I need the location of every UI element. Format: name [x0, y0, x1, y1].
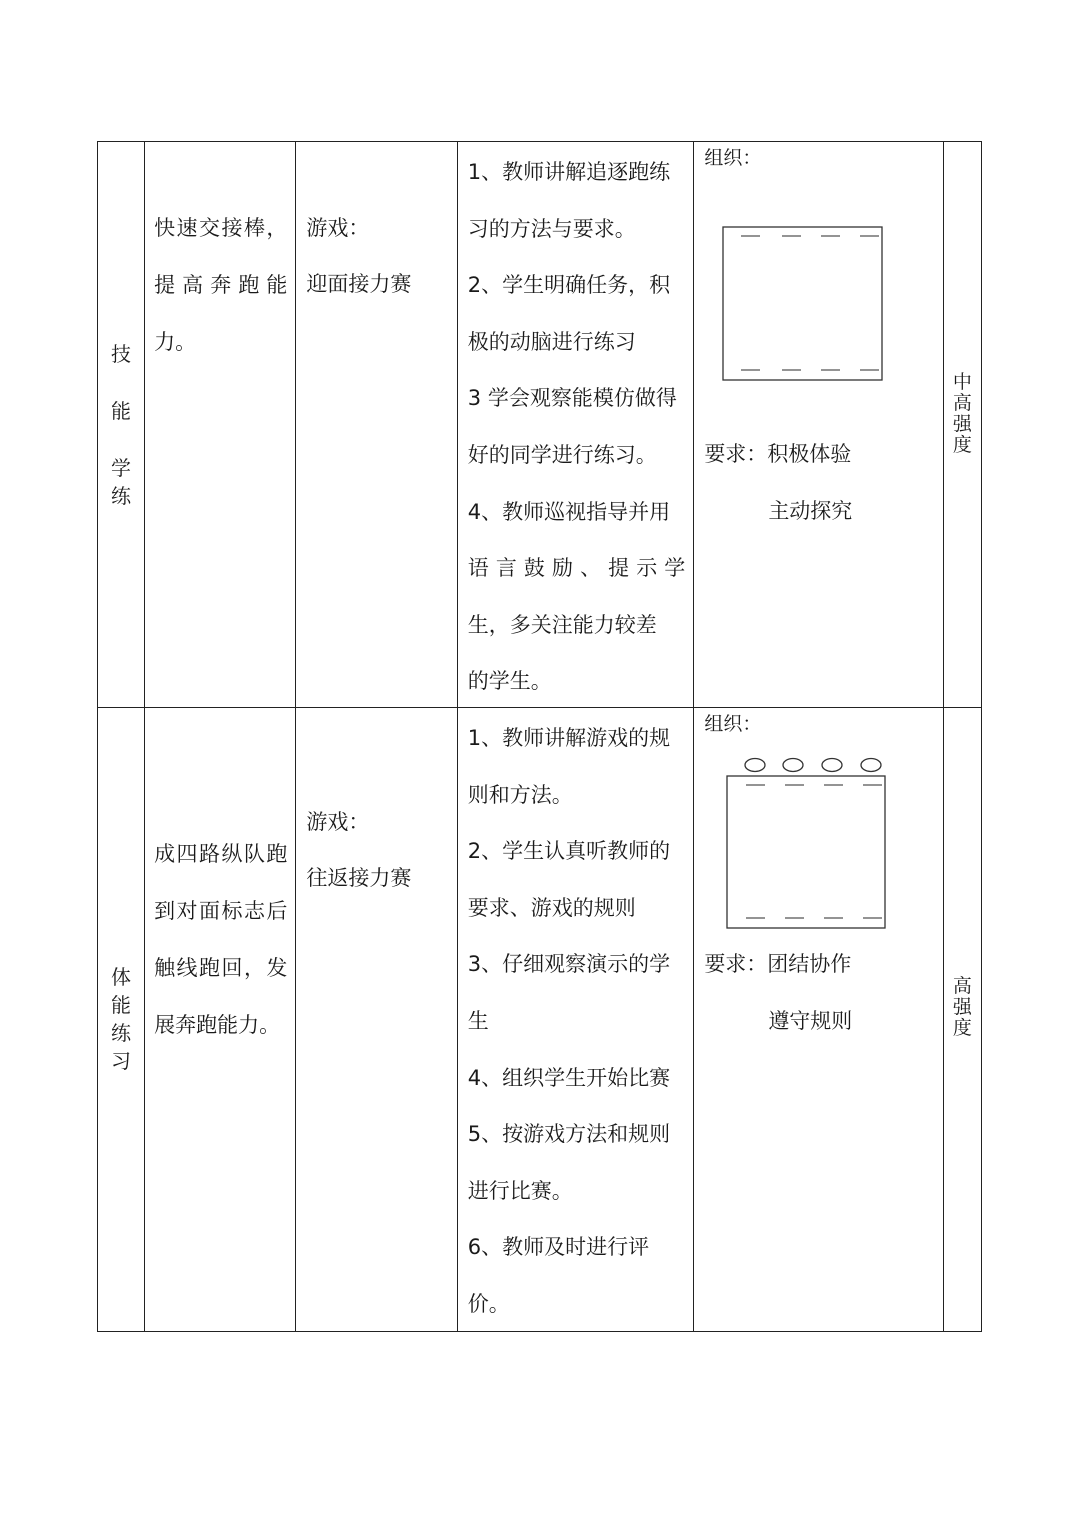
- goal-cell: [145, 142, 296, 708]
- step-line: 2、学生认真听教师的: [467, 839, 671, 864]
- intensity-char: 度: [952, 1017, 972, 1039]
- step-line: 的学生。: [467, 669, 552, 694]
- intensity-label: [944, 372, 981, 456]
- steps-cell: [457, 142, 694, 708]
- step-line: 习的方法与要求。: [467, 216, 636, 241]
- organization-cell: [694, 142, 944, 708]
- section-cell: [98, 142, 145, 708]
- intensity-label: [944, 976, 981, 1039]
- step-line: 3、仔细观察演示的学: [467, 952, 671, 977]
- goal-text: [154, 200, 287, 371]
- step-line: 1、教师讲解游戏的规: [467, 726, 671, 750]
- game-label: 游戏：: [306, 216, 370, 240]
- step-line: 进行比赛。: [467, 1178, 573, 1203]
- teaching-steps: [468, 710, 686, 1333]
- section-label: [98, 963, 144, 1075]
- section-char: 习: [111, 1049, 132, 1073]
- section-char: 能: [111, 993, 132, 1017]
- field-boundary: [723, 227, 882, 380]
- requirements: [704, 426, 852, 540]
- step-line: 3 学会观察能模仿做得: [467, 386, 677, 411]
- section-char: 体: [111, 965, 132, 989]
- requirement-line: 遵守规则: [768, 1009, 853, 1033]
- intensity-char: 度: [952, 434, 972, 456]
- field-diagram: [694, 142, 943, 402]
- organization-label: 组织：: [704, 713, 762, 735]
- requirement-line: 要求：团结协作: [704, 952, 852, 976]
- section-char: 练: [111, 1021, 132, 1045]
- section-char: 练: [111, 484, 132, 508]
- goal-line: 到对面标志后: [154, 899, 288, 923]
- intensity-char: 强: [952, 996, 972, 1018]
- steps-cell: [457, 708, 694, 1332]
- step-line: 生: [467, 1008, 489, 1033]
- intensity-char: 中: [952, 371, 972, 393]
- step-line: 4、组织学生开始比赛: [467, 1065, 671, 1090]
- intensity-char: 高: [952, 392, 972, 414]
- section-label: [98, 340, 144, 510]
- section-char: 学: [111, 456, 132, 480]
- relay-diagram: [694, 708, 943, 948]
- step-line: 语言鼓励、提示学: [467, 556, 686, 581]
- goal-line: 展奔跑能力。: [154, 1013, 281, 1037]
- organization-cell: [694, 708, 944, 1332]
- intensity-cell: [943, 142, 981, 708]
- table-row-fitness-practice: [98, 708, 982, 1332]
- step-line: 6、教师及时进行评: [467, 1235, 650, 1260]
- game-label: 游戏：: [306, 810, 370, 834]
- intensity-char: 高: [952, 975, 972, 997]
- step-line: 好的同学进行练习。: [467, 442, 657, 467]
- game-text: [306, 200, 450, 312]
- lesson-plan-table: [97, 141, 982, 1332]
- intensity-char: 强: [952, 413, 972, 435]
- section-cell: [98, 708, 145, 1332]
- requirements: [704, 936, 852, 1050]
- goal-cell: [145, 708, 296, 1332]
- game-name: 迎面接力赛: [306, 272, 412, 296]
- game-cell: [296, 142, 457, 708]
- goal-line: 触线跑回，发: [154, 956, 288, 980]
- requirement-line: 要求：积极体验: [704, 442, 852, 466]
- game-name: 往返接力赛: [306, 866, 412, 890]
- section-char: 技: [111, 342, 132, 366]
- team-markers: [745, 759, 881, 772]
- goal-line: 快速交接棒，: [154, 216, 288, 240]
- game-text: [306, 794, 450, 906]
- step-line: 1、教师讲解追逐跑练: [467, 160, 671, 184]
- organization-label: 组织：: [704, 147, 762, 169]
- goal-line: 成四路纵队跑: [154, 842, 288, 866]
- table-row-skill-practice: [98, 142, 982, 708]
- game-cell: [296, 708, 457, 1332]
- step-line: 要求、游戏的规则: [467, 895, 636, 920]
- teaching-steps: [468, 144, 686, 710]
- step-line: 2、学生明确任务，积: [467, 273, 671, 298]
- step-line: 则和方法。: [467, 782, 573, 807]
- field-boundary: [727, 776, 885, 928]
- step-line: 极的动脑进行练习: [467, 329, 636, 354]
- goal-line: 提高奔跑能: [154, 273, 288, 297]
- step-line: 价。: [467, 1291, 510, 1316]
- step-line: 生，多关注能力较差: [467, 612, 657, 637]
- requirement-line: 主动探究: [768, 499, 853, 523]
- intensity-cell: [943, 708, 981, 1332]
- goal-text: [154, 826, 287, 1054]
- step-line: 4、教师巡视指导并用: [467, 499, 671, 524]
- section-char: 能: [111, 399, 132, 423]
- step-line: 5、按游戏方法和规则: [467, 1122, 671, 1147]
- goal-line: 力。: [154, 330, 197, 354]
